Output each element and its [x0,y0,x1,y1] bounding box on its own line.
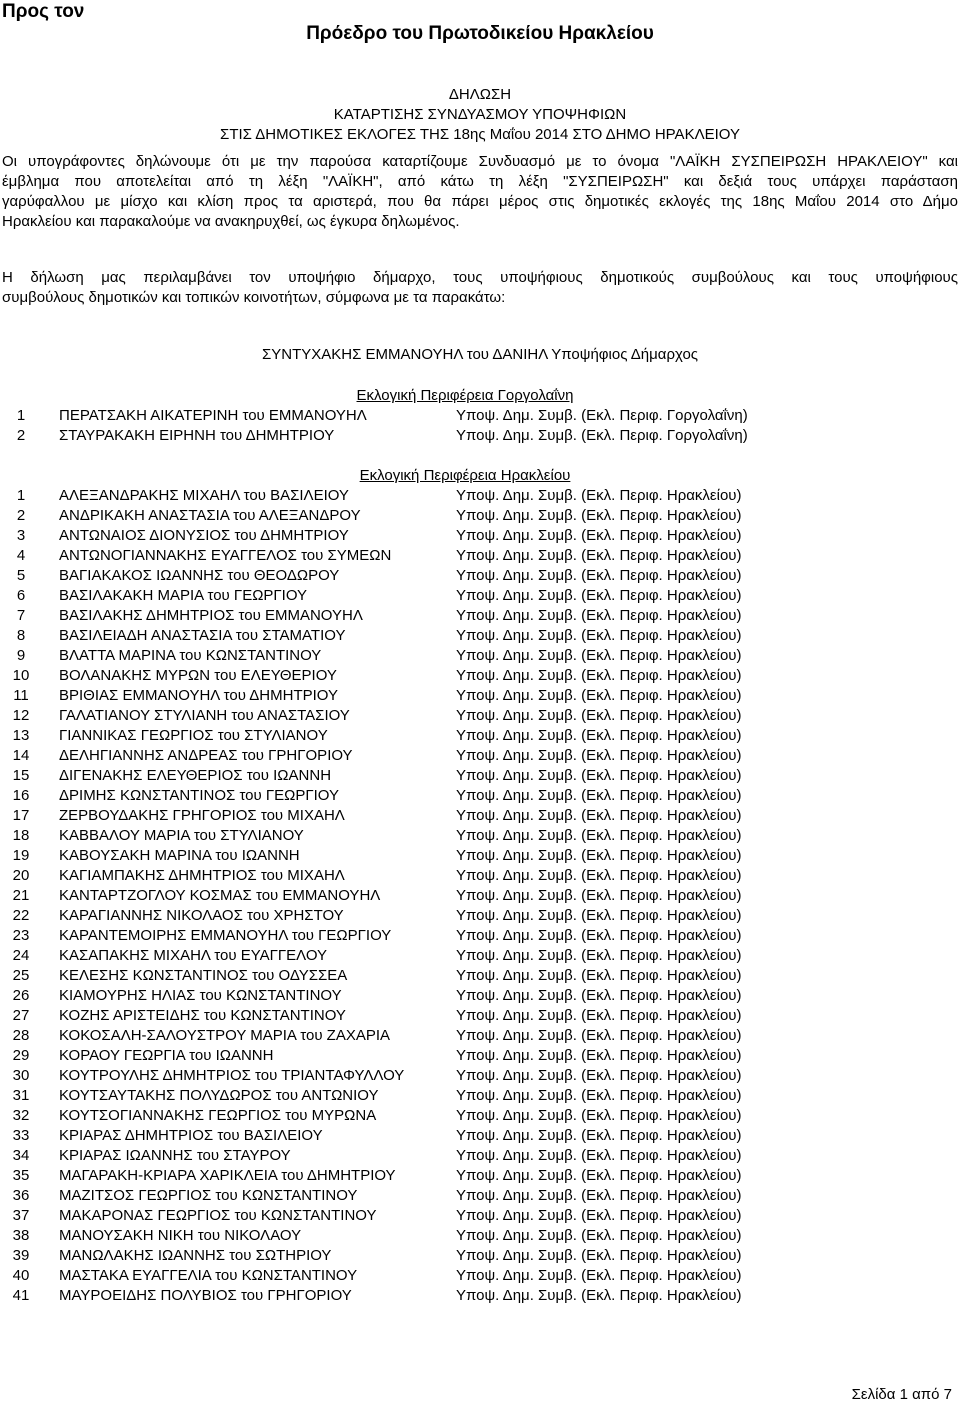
candidate-number: 3 [16,527,26,544]
candidate-number: 26 [12,987,30,1004]
candidate-number: 39 [12,1247,30,1264]
candidate-number: 1 [16,487,26,504]
scope-paragraph [2,268,958,308]
intro-line: Οι υπογράφοντες δηλώνουμε ότι με την παρούσα καταρτίζουμε Συνδυασμό με το όνομα "ΛΑΪΚΗ ΣΥΣΠΕΙΡΩΣΗ ΗΡΑΚΛΕΙΟΥ" και [2,153,958,170]
candidate-name: ΜΑΚΑΡΟΝΑΣ ΓΕΩΡΓΙΟΣ του ΚΩΝΣΤΑΝΤΙΝΟΥ [59,1207,377,1224]
mayor-candidate: ΣΥΝΤΥΧΑΚΗΣ ΕΜΜΑΝΟΥΗΛ του ΔΑΝΙΗΛ Υποψήφιος Δήμαρχος [261,346,699,363]
candidate-name: ΜΑΓΑΡΑΚΗ-ΚΡΙΑΡΑ ΧΑΡΙΚΛΕΙΑ του ΔΗΜΗΤΡΙΟΥ [59,1167,396,1184]
candidate-role: Υποψ. Δημ. Συμβ. (Εκλ. Περιφ. Ηρακλείου) [456,507,742,524]
candidate-row [0,766,960,786]
candidate-role: Υποψ. Δημ. Συμβ. (Εκλ. Περιφ. Ηρακλείου) [456,567,742,584]
candidate-name: ΜΑΣΤΑΚΑ ΕΥΑΓΓΕΛΙΑ του ΚΩΝΣΤΑΝΤΙΝΟΥ [59,1267,358,1284]
candidate-name: ΚΑΓΙΑΜΠΑΚΗΣ ΔΗΜΗΤΡΙΟΣ του ΜΙΧΑΗΛ [59,867,345,884]
candidate-number: 24 [12,947,30,964]
candidate-role: Υποψ. Δημ. Συμβ. (Εκλ. Περιφ. Ηρακλείου) [456,587,742,604]
candidate-role: Υποψ. Δημ. Συμβ. (Εκλ. Περιφ. Ηρακλείου) [456,1267,742,1284]
candidate-number: 40 [12,1267,30,1284]
candidate-row [0,1086,960,1106]
candidate-row [0,1266,960,1286]
candidate-name: ΚΟΥΤΣΑΥΤΑΚΗΣ ΠΟΛΥΔΩΡΟΣ του ΑΝΤΩΝΙΟΥ [59,1087,379,1104]
candidate-row [0,526,960,546]
candidate-number: 19 [12,847,30,864]
candidate-role: Υποψ. Δημ. Συμβ. (Εκλ. Περιφ. Ηρακλείου) [456,1007,742,1024]
candidate-role: Υποψ. Δημ. Συμβ. (Εκλ. Περιφ. Ηρακλείου) [456,487,742,504]
candidate-row [0,1206,960,1226]
candidate-role: Υποψ. Δημ. Συμβ. (Εκλ. Περιφ. Ηρακλείου) [456,1227,742,1244]
candidate-name: ΜΑΝΟΥΣΑΚΗ ΝΙΚΗ του ΝΙΚΟΛΑΟΥ [59,1227,302,1244]
scope-line: συμβούλους δημοτικών και τοπικών κοινοτήτων, σύμφωνα με τα παρακάτω: [2,289,506,306]
page-number: Σελίδα 1 από 7 [851,1386,952,1403]
candidate-number: 14 [12,747,30,764]
candidate-row [0,786,960,806]
candidate-row [0,806,960,826]
declaration-subtitle-elections: ΣΤΙΣ ΔΗΜΟΤΙΚΕΣ ΕΚΛΟΓΕΣ ΤΗΣ 18ης Μαΐου 2014 ΣΤΟ ΔΗΜΟ ΗΡΑΚΛΕΙΟΥ [220,126,740,143]
candidate-role: Υποψ. Δημ. Συμβ. (Εκλ. Περιφ. Ηρακλείου) [456,747,742,764]
candidate-role: Υποψ. Δημ. Συμβ. (Εκλ. Περιφ. Ηρακλείου) [456,527,742,544]
candidate-role: Υποψ. Δημ. Συμβ. (Εκλ. Περιφ. Ηρακλείου) [456,1087,742,1104]
candidate-name: ΚΑΒΒΑΛΟΥ ΜΑΡΙΑ του ΣΤΥΛΙΑΝΟΥ [59,827,304,844]
intro-paragraph [2,152,958,232]
candidate-row [0,486,960,506]
candidate-number: 31 [12,1087,30,1104]
candidate-name: ΚΙΑΜΟΥΡΗΣ ΗΛΙΑΣ του ΚΩΝΣΤΑΝΤΙΝΟΥ [59,987,342,1004]
candidate-name: ΑΛΕΞΑΝΔΡΑΚΗΣ ΜΙΧΑΗΛ του ΒΑΣΙΛΕΙΟΥ [59,487,349,504]
region-title-gorgolaini: Εκλογική Περιφέρεια Γοργολαΐνη [356,387,574,404]
candidate-name: ΣΤΑΥΡΑΚΑΚΗ ΕΙΡΗΝΗ του ΔΗΜΗΤΡΙΟΥ [59,427,335,444]
candidate-role: Υποψ. Δημ. Συμβ. (Εκλ. Περιφ. Ηρακλείου) [456,1287,742,1304]
candidate-name: ΚΕΛΕΣΗΣ ΚΩΝΣΤΑΝΤΙΝΟΣ του ΟΔΥΣΣΕΑ [59,967,348,984]
candidate-name: ΒΑΓΙΑΚΑΚΟΣ ΙΩΑΝΝΗΣ του ΘΕΟΔΩΡΟΥ [59,567,340,584]
candidate-role: Υποψ. Δημ. Συμβ. (Εκλ. Περιφ. Ηρακλείου) [456,887,742,904]
candidate-name: ΚΑΝΤΑΡΤΖΟΓΛΟΥ ΚΟΣΜΑΣ του ΕΜΜΑΝΟΥΗΛ [59,887,381,904]
candidate-name: ΚΑΡΑΓΙΑΝΝΗΣ ΝΙΚΟΛΑΟΣ του ΧΡΗΣΤΟΥ [59,907,344,924]
candidate-number: 37 [12,1207,30,1224]
candidate-number: 1 [16,407,26,424]
candidate-row [0,906,960,926]
candidate-name: ΑΝΤΩΝΟΓΙΑΝΝΑΚΗΣ ΕΥΑΓΓΕΛΟΣ του ΣΥΜΕΩΝ [59,547,392,564]
candidate-name: ΜΑΝΩΛΑΚΗΣ ΙΩΑΝΝΗΣ του ΣΩΤΗΡΙΟΥ [59,1247,332,1264]
candidate-name: ΚΑΒΟΥΣΑΚΗ ΜΑΡΙΝΑ του ΙΩΑΝΝΗ [59,847,300,864]
candidate-role: Υποψ. Δημ. Συμβ. (Εκλ. Περιφ. Ηρακλείου) [456,1207,742,1224]
candidate-name: ΜΑΖΙΤΣΟΣ ΓΕΩΡΓΙΟΣ του ΚΩΝΣΤΑΝΤΙΝΟΥ [59,1187,358,1204]
candidate-role: Υποψ. Δημ. Συμβ. (Εκλ. Περιφ. Ηρακλείου) [456,967,742,984]
candidate-row [0,886,960,906]
candidate-role: Υποψ. Δημ. Συμβ. (Εκλ. Περιφ. Ηρακλείου) [456,807,742,824]
declaration-subtitle: ΚΑΤΑΡΤΙΣΗΣ ΣΥΝΔΥΑΣΜΟΥ ΥΠΟΨΗΦΙΩΝ [333,106,627,123]
candidate-name: ΚΟΚΟΣΑΛΗ-ΣΑΛΟΥΣΤΡΟΥ ΜΑΡΙΑ του ΖΑΧΑΡΙΑ [59,1027,391,1044]
candidate-number: 35 [12,1167,30,1184]
candidate-number: 27 [12,1007,30,1024]
candidate-role: Υποψ. Δημ. Συμβ. (Εκλ. Περιφ. Ηρακλείου) [456,767,742,784]
candidate-role: Υποψ. Δημ. Συμβ. (Εκλ. Περιφ. Ηρακλείου) [456,1127,742,1144]
candidate-name: ΒΛΑΤΤΑ ΜΑΡΙΝΑ του ΚΩΝΣΤΑΝΤΙΝΟΥ [59,647,322,664]
candidate-number: 38 [12,1227,30,1244]
candidate-name: ΖΕΡΒΟΥΔΑΚΗΣ ΓΡΗΓΟΡΙΟΣ του ΜΙΧΑΗΛ [59,807,345,824]
candidate-role: Υποψ. Δημ. Συμβ. (Εκλ. Περιφ. Ηρακλείου) [456,1147,742,1164]
candidate-role: Υποψ. Δημ. Συμβ. (Εκλ. Περιφ. Ηρακλείου) [456,987,742,1004]
candidate-number: 21 [12,887,30,904]
candidate-name: ΚΟΡΑΟΥ ΓΕΩΡΓΙΑ του ΙΩΑΝΝΗ [59,1047,274,1064]
candidate-row [0,986,960,1006]
candidate-role: Υποψ. Δημ. Συμβ. (Εκλ. Περιφ. Ηρακλείου) [456,1247,742,1264]
candidate-role: Υποψ. Δημ. Συμβ. (Εκλ. Περιφ. Ηρακλείου) [456,907,742,924]
candidate-number: 16 [12,787,30,804]
candidate-row [0,1166,960,1186]
candidate-number: 12 [12,707,30,724]
candidate-number: 23 [12,927,30,944]
candidate-role: Υποψ. Δημ. Συμβ. (Εκλ. Περιφ. Ηρακλείου) [456,787,742,804]
candidate-row [0,866,960,886]
intro-line: έμβλημα που αποτελείται από τη λέξη "ΛΑΪΚΗ", από κάτω τη λέξη "ΣΥΣΠΕΙΡΩΣΗ" και δεξιά τους υπάρχει παράσταση [2,173,958,190]
candidate-row [0,686,960,706]
candidate-name: ΒΑΣΙΛΕΙΑΔΗ ΑΝΑΣΤΑΣΙΑ του ΣΤΑΜΑΤΙΟΥ [59,627,346,644]
candidate-number: 17 [12,807,30,824]
candidate-role: Υποψ. Δημ. Συμβ. (Εκλ. Περιφ. Ηρακλείου) [456,847,742,864]
candidate-number: 18 [12,827,30,844]
candidate-row [0,846,960,866]
candidate-row [0,1226,960,1246]
candidate-row [0,966,960,986]
region-title-heraklion: Εκλογική Περιφέρεια Ηρακλείου [359,467,571,484]
candidate-row [0,826,960,846]
candidate-row [0,666,960,686]
candidate-number: 13 [12,727,30,744]
declaration-title: ΔΗΛΩΣΗ [448,86,512,103]
candidate-row [0,1106,960,1126]
candidate-row [0,1126,960,1146]
candidate-name: ΔΙΓΕΝΑΚΗΣ ΕΛΕΥΘΕΡΙΟΣ του ΙΩΑΝΝΗ [59,767,332,784]
candidate-row [0,746,960,766]
candidate-role: Υποψ. Δημ. Συμβ. (Εκλ. Περιφ. Ηρακλείου) [456,727,742,744]
candidate-name: ΔΡΙΜΗΣ ΚΩΝΣΤΑΝΤΙΝΟΣ του ΓΕΩΡΓΙΟΥ [59,787,339,804]
candidate-row [0,1286,960,1306]
candidate-row [0,506,960,526]
scope-line: Η δήλωση μας περιλαμβάνει τον υποψήφιο δήμαρχο, τους υποψήφιους δημοτικούς συμβούλους και τους υποψήφιους [2,269,958,286]
candidate-row [0,1146,960,1166]
candidate-role: Υποψ. Δημ. Συμβ. (Εκλ. Περιφ. Ηρακλείου) [456,707,742,724]
candidate-row [0,546,960,566]
candidate-row [0,566,960,586]
addressee: Πρόεδρο του Πρωτοδικείου Ηρακλείου [306,23,654,44]
candidate-name: ΒΡΙΘΙΑΣ ΕΜΜΑΝΟΥΗΛ του ΔΗΜΗΤΡΙΟΥ [59,687,338,704]
candidate-number: 11 [13,687,29,704]
candidate-row [0,1246,960,1266]
candidate-role: Υποψ. Δημ. Συμβ. (Εκλ. Περιφ. Ηρακλείου) [456,867,742,884]
candidate-row [0,1046,960,1066]
candidate-name: ΒΑΣΙΛΑΚΑΚΗ ΜΑΡΙΑ του ΓΕΩΡΓΙΟΥ [59,587,308,604]
candidate-role: Υποψ. Δημ. Συμβ. (Εκλ. Περιφ. Ηρακλείου) [456,1187,742,1204]
candidate-number: 8 [16,627,26,644]
candidate-number: 41 [12,1287,30,1304]
candidate-role: Υποψ. Δημ. Συμβ. (Εκλ. Περιφ. Ηρακλείου) [456,827,742,844]
candidate-number: 5 [16,567,26,584]
candidate-number: 20 [12,867,30,884]
candidate-number: 25 [12,967,30,984]
candidate-number: 9 [16,647,26,664]
candidate-row [0,586,960,606]
candidate-row [0,1026,960,1046]
candidate-role: Υποψ. Δημ. Συμβ. (Εκλ. Περιφ. Ηρακλείου) [456,927,742,944]
candidate-name: ΚΑΣΑΠΑΚΗΣ ΜΙΧΑΗΛ του ΕΥΑΓΓΕΛΟΥ [59,947,328,964]
candidate-name: ΒΟΛΑΝΑΚΗΣ ΜΥΡΩΝ του ΕΛΕΥΘΕΡΙΟΥ [59,667,337,684]
candidate-row [0,706,960,726]
candidate-role: Υποψ. Δημ. Συμβ. (Εκλ. Περιφ. Ηρακλείου) [456,1107,742,1124]
candidate-number: 6 [16,587,26,604]
candidate-row [0,406,960,426]
candidate-role: Υποψ. Δημ. Συμβ. (Εκλ. Περιφ. Ηρακλείου) [456,547,742,564]
candidate-number: 30 [12,1067,30,1084]
candidate-row [0,426,960,446]
candidate-row [0,946,960,966]
candidate-number: 2 [16,507,26,524]
candidate-name: ΑΝΔΡΙΚΑΚΗ ΑΝΑΣΤΑΣΙΑ του ΑΛΕΞΑΝΔΡΟΥ [59,507,361,524]
candidate-name: ΓΑΛΑΤΙΑΝΟΥ ΣΤΥΛΙΑΝΗ του ΑΝΑΣΤΑΣΙΟΥ [59,707,350,724]
candidate-role: Υποψ. Δημ. Συμβ. (Εκλ. Περιφ. Ηρακλείου) [456,1067,742,1084]
candidate-row [0,1186,960,1206]
candidate-name: ΠΕΡΑΤΣΑΚΗ ΑΙΚΑΤΕΡΙΝΗ του ΕΜΜΑΝΟΥΗΛ [59,407,367,424]
candidate-row [0,1006,960,1026]
candidate-name: ΚΡΙΑΡΑΣ ΙΩΑΝΝΗΣ του ΣΤΑΥΡΟΥ [59,1147,291,1164]
candidate-name: ΚΡΙΑΡΑΣ ΔΗΜΗΤΡΙΟΣ του ΒΑΣΙΛΕΙΟΥ [59,1127,323,1144]
candidate-name: ΓΙΑΝΝΙΚΑΣ ΓΕΩΡΓΙΟΣ του ΣΤΥΛΙΑΝΟΥ [59,727,328,744]
candidate-role: Υποψ. Δημ. Συμβ. (Εκλ. Περιφ. Ηρακλείου) [456,1167,742,1184]
candidate-row [0,646,960,666]
candidate-number: 22 [12,907,30,924]
intro-line: Ηρακλείου και παρακαλούμε να ανακηρυχθεί, ως έγκυρα δηλωμένος. [2,213,460,230]
candidate-role: Υποψ. Δημ. Συμβ. (Εκλ. Περιφ. Ηρακλείου) [456,947,742,964]
addressee-prefix: Προς τον [2,1,85,22]
candidate-role: Υποψ. Δημ. Συμβ. (Εκλ. Περιφ. Ηρακλείου) [456,667,742,684]
candidate-role: Υποψ. Δημ. Συμβ. (Εκλ. Περιφ. Ηρακλείου) [456,687,742,704]
candidate-number: 33 [12,1127,30,1144]
candidate-role: Υποψ. Δημ. Συμβ. (Εκλ. Περιφ. Γοργολαΐνη) [456,427,748,444]
candidate-name: ΜΑΥΡΟΕΙΔΗΣ ΠΟΛΥΒΙΟΣ του ΓΡΗΓΟΡΙΟΥ [59,1287,352,1304]
candidate-row [0,606,960,626]
candidate-name: ΚΟΥΤΡΟΥΛΗΣ ΔΗΜΗΤΡΙΟΣ του ΤΡΙΑΝΤΑΦΥΛΛΟΥ [59,1067,405,1084]
candidate-name: ΔΕΛΗΓΙΑΝΝΗΣ ΑΝΔΡΕΑΣ του ΓΡΗΓΟΡΙΟΥ [59,747,353,764]
candidate-role: Υποψ. Δημ. Συμβ. (Εκλ. Περιφ. Ηρακλείου) [456,1027,742,1044]
candidate-name: ΒΑΣΙΛΑΚΗΣ ΔΗΜΗΤΡΙΟΣ του ΕΜΜΑΝΟΥΗΛ [59,607,363,624]
candidate-list-heraklion [0,486,960,1306]
candidate-role: Υποψ. Δημ. Συμβ. (Εκλ. Περιφ. Ηρακλείου) [456,607,742,624]
candidate-number: 29 [12,1047,30,1064]
candidate-row [0,1066,960,1086]
candidate-number: 34 [12,1147,30,1164]
candidate-row [0,926,960,946]
candidate-number: 32 [12,1107,30,1124]
candidate-number: 4 [16,547,26,564]
candidate-name: ΚΟΖΗΣ ΑΡΙΣΤΕΙΔΗΣ του ΚΩΝΣΤΑΝΤΙΝΟΥ [59,1007,346,1024]
candidate-name: ΚΟΥΤΣΟΓΙΑΝΝΑΚΗΣ ΓΕΩΡΓΙΟΣ του ΜΥΡΩΝΑ [59,1107,377,1124]
candidate-role: Υποψ. Δημ. Συμβ. (Εκλ. Περιφ. Ηρακλείου) [456,627,742,644]
candidate-name: ΑΝΤΩΝΑΙΟΣ ΔΙΟΝΥΣΙΟΣ του ΔΗΜΗΤΡΙΟΥ [59,527,349,544]
candidate-number: 10 [12,667,30,684]
candidate-role: Υποψ. Δημ. Συμβ. (Εκλ. Περιφ. Ηρακλείου) [456,1047,742,1064]
candidate-row [0,626,960,646]
candidate-row [0,726,960,746]
candidate-number: 28 [12,1027,30,1044]
candidate-role: Υποψ. Δημ. Συμβ. (Εκλ. Περιφ. Γοργολαΐνη) [456,407,748,424]
candidate-number: 7 [16,607,26,624]
candidate-role: Υποψ. Δημ. Συμβ. (Εκλ. Περιφ. Ηρακλείου) [456,647,742,664]
candidate-number: 2 [16,427,26,444]
candidate-name: ΚΑΡΑΝΤΕΜΟΙΡΗΣ ΕΜΜΑΝΟΥΗΛ του ΓΕΩΡΓΙΟΥ [59,927,392,944]
intro-line: γαρύφαλλου με μίσχο και κλίση προς τα αριστερά, που θα πάρει μέρος στις δημοτικές εκλογές της 18ης Μαΐου 2014 στο Δήμο [2,193,958,210]
candidate-list-gorgolaini [0,406,960,446]
candidate-number: 36 [12,1187,30,1204]
candidate-number: 15 [12,767,30,784]
